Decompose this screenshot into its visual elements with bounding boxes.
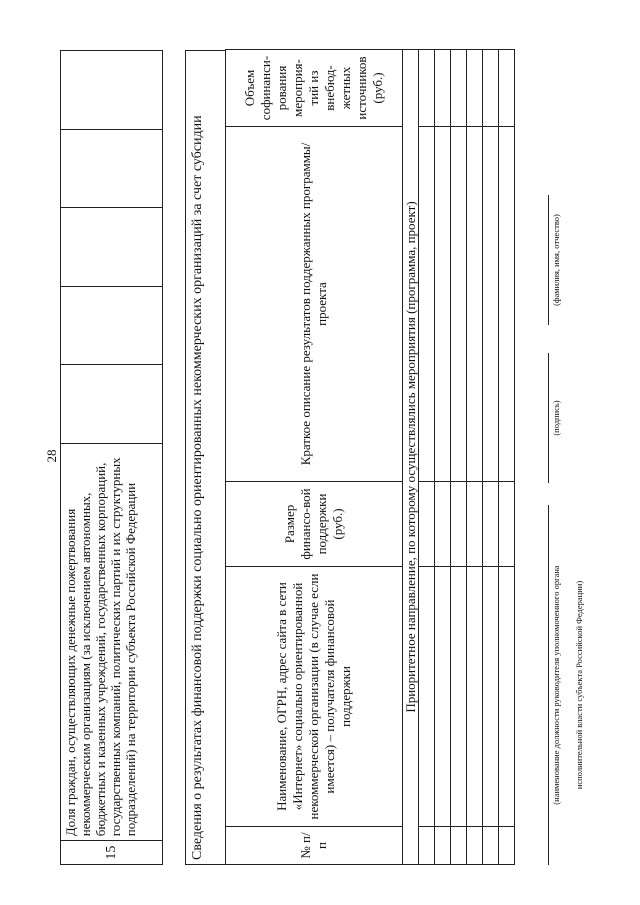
table-row (419, 50, 435, 865)
col-header-number: № п/п (226, 827, 403, 865)
position-caption-continued: исполнительной власти субъекта Российской Федерации) (574, 580, 584, 790)
table-row (403, 50, 419, 865)
priority-direction-row: Приоритетное направление, по которому осуществлялись мероприятия (программа, проект) (403, 50, 419, 865)
table-header-row (226, 50, 403, 865)
indicator-value-cell (61, 51, 163, 130)
name-caption: (фамилия, имя, отчество) (548, 195, 561, 325)
page-number: 28 (44, 449, 59, 463)
table-row (61, 51, 163, 865)
indicator-row-number: 15 (61, 841, 163, 865)
table-row (451, 50, 467, 865)
table-row (467, 50, 483, 865)
position-caption: (наименование должности руководителя уполномоченного органа (548, 505, 561, 865)
table-row (499, 50, 515, 865)
col-header-amount: Размер финансо-вой поддержки (руб.) (226, 482, 403, 567)
indicator-table (60, 50, 163, 865)
signature-caption: (подпись) (548, 353, 561, 483)
table-row (435, 50, 451, 865)
indicator-value-cell (61, 365, 163, 444)
indicator-value-cell (61, 286, 163, 365)
subsidy-section-title: Сведения о результатах финансовой поддержки социально ориентированных некоммерческих организаций за счет субсидии (185, 50, 225, 865)
table-row (483, 50, 499, 865)
indicator-text: Доля граждан, осуществляющих денежные пожертвования некоммерческим организациям (за исключением автономных, бюджетных и казенных учреждений, государственных корпораций, государственных компаний, политических партий и их структурных подразделений) на территории субъекта Российской Федерации (61, 444, 163, 841)
col-header-cofinance: Объем софинанси-рования мероприя-тий из внебюд-жетных источников (руб.) (226, 50, 403, 127)
subsidy-table (225, 49, 515, 865)
indicator-value-cell (61, 208, 163, 287)
signature-block (548, 50, 628, 865)
col-header-results: Краткое описание результатов поддержанных программы/ проекта (226, 127, 403, 482)
indicator-value-cell (61, 129, 163, 208)
col-header-name: Наименование, ОГРН, адрес сайта в сети «Интернет» социально ориентированной некоммерческой организации (в случае если имеется) – получателя финансовой поддержки (226, 567, 403, 827)
